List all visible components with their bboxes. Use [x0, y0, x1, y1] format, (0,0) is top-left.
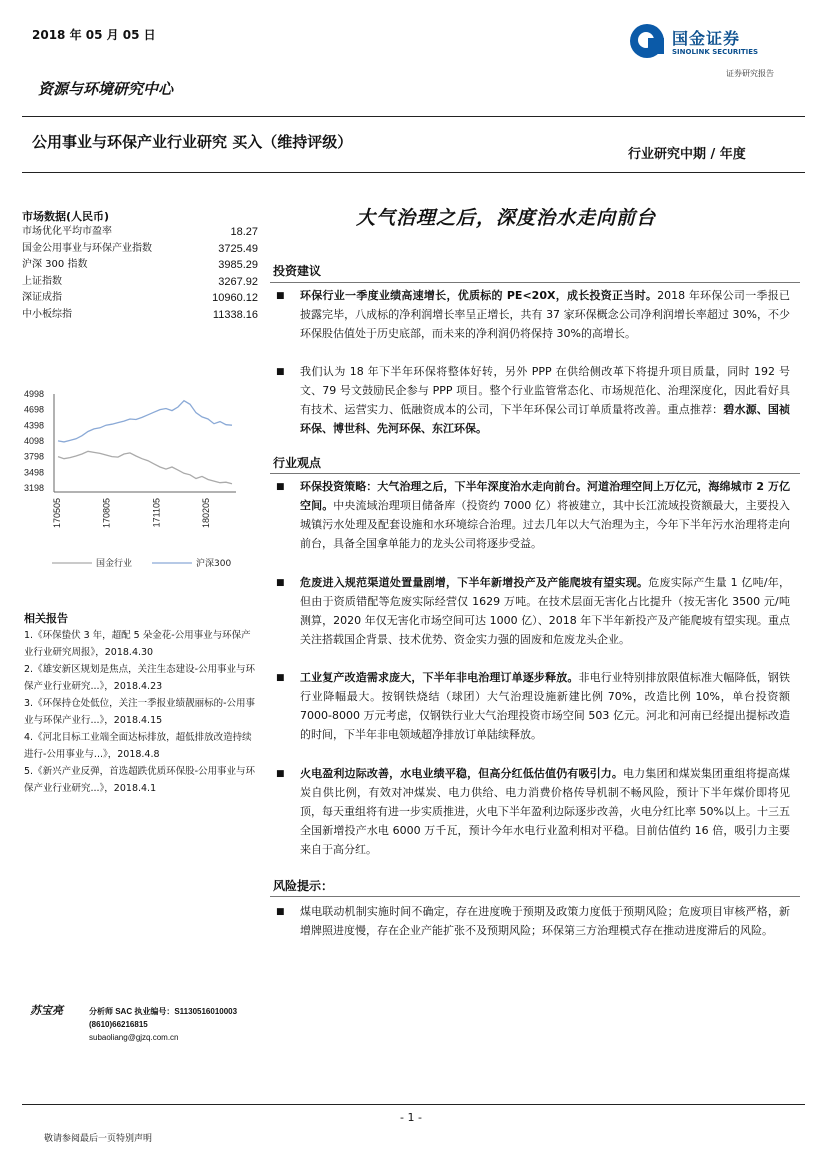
market-data-title: 市场数据(人民币) [22, 210, 110, 223]
paragraph: 我们认为 18 年下半年环保将整体好转，另外 PPP 在供给侧改革下将提升项目质量，同时 192 号文、79 号文鼓励民企参与 PPP 项目。整个行业监管常态化、市场规范化、治理深度化，因此看好具有技术、运营实力、低融资成本的公司，下半年环保公司订单质量将改善。重点推荐：碧水源、国祯环保、博世科、先河环保、东江环保。 [300, 365, 791, 435]
logo-sub: 证券研究报告 [726, 69, 774, 78]
index-chart [22, 386, 258, 576]
related-report-link[interactable]: 2.《雄安新区规划是焦点，关注生态建设-公用事业与环保产业行业研究...》，2018.4.23 [24, 664, 255, 692]
related-report-link[interactable]: 3.《环保持仓处低位，关注一季报业绩靓丽标的-公用事业与环保产业行...》，2018.4.15 [24, 698, 255, 726]
report-title: 公用事业与环保产业行业研究 买入（维持评级） [32, 133, 353, 151]
bullet-icon: ■ [276, 769, 285, 779]
related-report-link[interactable]: 5.《新兴产业反弹，首选超跌优质环保股-公用事业与环保产业行业研究...》，2018.4.1 [24, 766, 255, 794]
report-type: 行业研究中期 / 年度 [628, 147, 746, 162]
y-tick-label: 4698 [24, 404, 45, 415]
divider [22, 1104, 805, 1105]
market-row: 上证指数 3267.92 [22, 275, 258, 288]
paragraph: 环保投资策略：大气治理之后，下半年深度治水走向前台。河道治理空间上万亿元，海绵城市 2 万亿空间。中央流域治理项目储备库（投资约 7000 亿）将被建立，其中长江流域投资额最大，主要投入城镇污水处理及配套设施和水环境综合治理。过去几年以大气治理为主，今年下半年污水治理将走向前台，具备全国拿单能力的龙头公司将逐步受益。 [300, 480, 790, 550]
analyst-email[interactable]: subaoliang@gjzq.com.cn [89, 1033, 179, 1042]
market-row: 国金公用事业与环保产业指数 3725.49 [22, 242, 258, 255]
y-tick-label: 3198 [24, 483, 45, 493]
legend-label: 国金行业 [96, 559, 133, 569]
legend-label: 沪深300 [196, 559, 232, 569]
analyst-name: 苏宝亮 [30, 1004, 63, 1017]
market-row: 中小板综指 11338.16 [22, 308, 258, 321]
related-report-link[interactable]: 4.《河北目标工业端全面达标排放，超低排放改造持续进行-公用事业与...》，2018.4.8 [24, 732, 252, 760]
main-title: 大气治理之后，深度治水走向前台 [356, 207, 657, 229]
market-row: 市场优化平均市盈率 18.27 [22, 226, 258, 238]
sinolink-logo [630, 24, 800, 84]
related-reports [24, 627, 260, 797]
y-tick-label: 3798 [24, 451, 45, 462]
paragraph: 工业复产改造需求庞大，下半年非电治理订单逐步释放。非电行业特别排放限值标准大幅降低，钢铁行业降幅最大。按钢铁烧结（球团）大气治理设施新建比例 70%，改造比例 10%，单台投资额 7000-8000 万元考虑，仅钢铁行业大气治理投资市场空间 503 亿元。河北和河南已经提出提标改造的时间，下半年非电领域超净排放订单陆续释放。 [300, 671, 791, 741]
divider [270, 896, 800, 897]
market-row: 深证成指 10960.12 [22, 292, 258, 304]
paragraph: 火电盈利边际改善，水电业绩平稳，但高分红低估值仍有吸引力。电力集团和煤炭集团重组将提高煤炭自供比例，有效对冲煤炭、电力供给、电力消费价格传导机制不畅风险，预计下半年煤价即将见顶，每天重组将有进一步实质推进，火电下半年盈利边际逐步改善，火电分红比率 50%以上。十三五全国新增投产水电 6000 万千瓦，预计今年水电行业盈利相对平稳。目前估值约 16 倍，吸引力主要来自于高分红。 [300, 767, 790, 856]
market-row: 沪深 300 指数 3985.29 [22, 259, 258, 271]
bullet-icon: ■ [276, 673, 285, 683]
x-tick-label: 171105 [151, 498, 162, 528]
bullet-icon: ■ [276, 482, 285, 492]
report-date: 2018 年 05 月 05 日 [32, 28, 156, 42]
bullet-icon: ■ [276, 907, 285, 917]
x-tick-label: 170805 [101, 498, 112, 529]
related-reports-title: 相关报告 [24, 612, 68, 625]
analyst-info: 分析师 SAC 执业编号：S1130516010003 (8610)66216815 subaoliang@gjzq.com.cn [89, 1007, 238, 1042]
footer-note: 敬请参阅最后一页特别声明 [44, 1134, 153, 1144]
x-tick-label: 170505 [52, 498, 62, 529]
page-number: - 1 - [400, 1111, 422, 1124]
bullet-icon: ■ [276, 367, 285, 377]
research-center: 资源与环境研究中心 [38, 80, 174, 98]
series-line [58, 401, 232, 442]
y-tick-label: 4098 [24, 436, 45, 446]
y-tick-label: 4398 [24, 420, 45, 431]
series-line [58, 451, 232, 483]
section-title: 投资建议 [273, 264, 322, 278]
logo-en: SINOLINK SECURITIES [672, 48, 759, 56]
paragraph: 煤电联动机制实施时间不确定，存在进度晚于预期及政策力度低于预期风险；危废项目审核严格，新增牌照进度慢，存在企业产能扩张不及预期风险；环保第三方治理模式存在推动进度滞后的风险。 [300, 905, 790, 937]
divider [270, 282, 800, 283]
bullet-icon: ■ [276, 578, 285, 588]
market-data [22, 208, 258, 323]
logo-cn: 国金证券 [672, 29, 741, 48]
paragraph: 危废进入规范渠道处置量剧增，下半年新增投产及产能爬坡有望实现。危废实际产生量 1 亿吨/年，但由于资质错配等危废实际经营仅 1629 万吨。在技术层面无害化占比提升（按无害化 3500 元/吨测算，2020 年仅无害化市场空间可达 1000 亿）、2018 年下半年新投产及产能爬坡有望实现。重点关注搭载国企背景、技术优势、资金实力强的固废和危废龙头企业。 [300, 576, 791, 646]
x-tick-label: 180205 [201, 498, 212, 529]
divider [22, 172, 805, 173]
divider [270, 473, 800, 474]
related-report-link[interactable]: 1.《环保蛰伏 3 年，超配 5 朵金花-公用事业与环保产业行业研究周报》，2018.4.30 [24, 630, 251, 658]
y-tick-label: 3498 [24, 467, 45, 478]
section-title: 行业观点 [273, 456, 322, 470]
divider [22, 116, 805, 117]
bullet-icon: ■ [276, 291, 285, 301]
y-tick-label: 4998 [24, 389, 45, 399]
paragraph: 环保行业一季度业绩高速增长，优质标的 PE<20X，成长投资正当时。2018 年环保公司一季报已披露完毕，八成标的净利润增长率呈正增长，共有 37 家环保概念公司净利润增长率超过 30%，不少环保股估值处于历史底部，而未来的净利润仍将保持 30%的高增长。 [300, 289, 790, 340]
section-title: 风险提示： [273, 879, 334, 893]
